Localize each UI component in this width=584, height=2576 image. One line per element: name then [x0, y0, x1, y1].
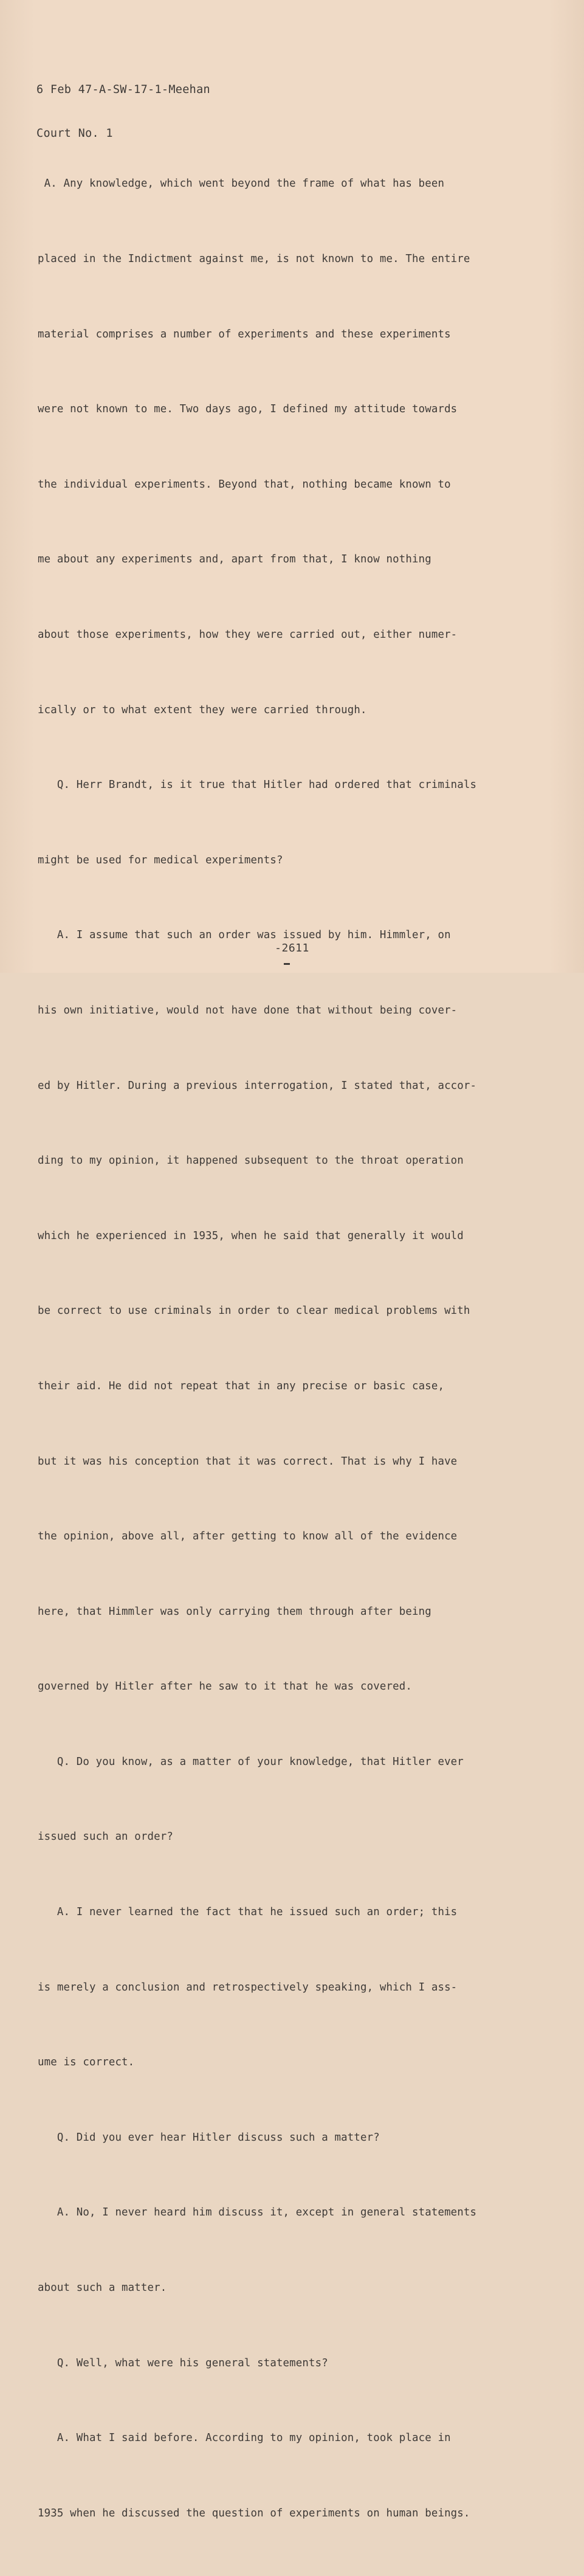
transcript-line: is merely a conclusion and retrospectively speaking, which I ass-: [38, 1981, 458, 1994]
transcript-line: governed by Hitler after he saw to it that he was covered.: [38, 1680, 412, 1693]
transcript-line: A. What I said before. According to my opinion, took place in: [38, 2432, 451, 2445]
transcript-line: ume is correct.: [38, 2056, 135, 2069]
transcript-body: [38, 122, 543, 2576]
transcript-line: might be used for medical experiments?: [38, 854, 283, 866]
transcript-line: A. I assume that such an order was issued by him. Himmler, on: [38, 929, 451, 942]
transcript-line: about those experiments, how they were carried out, either numer-: [38, 628, 458, 641]
transcript-line: but it was his conception that it was correct. That is why I have: [38, 1455, 458, 1468]
transcript-line: were not known to me. Two days ago, I defined my attitude towards: [38, 403, 458, 416]
transcript-line: A. I never learned the fact that he issued such an order; this: [38, 1906, 458, 1919]
transcript-line: the opinion, above all, after getting to know all of the evidence: [38, 1530, 458, 1543]
transcript-line: the individual experiments. Beyond that, nothing became known to: [38, 478, 451, 491]
footer-rule: [284, 963, 290, 965]
header-reference: 6 Feb 47-A-SW-17-1-Meehan: [36, 83, 210, 96]
transcript-line: ding to my opinion, it happened subsequent to the throat operation: [38, 1155, 464, 1167]
transcript-line: about such a matter.: [38, 2282, 167, 2295]
transcript-line: 1935 when he discussed the question of experiments on human beings.: [38, 2507, 470, 2519]
transcript-line: be correct to use criminals in order to clear medical problems with: [38, 1305, 470, 1317]
header-court: Court No. 1: [36, 127, 113, 140]
transcript-line: Q. Herr Brandt, is it true that Hitler had ordered that criminals: [38, 779, 477, 792]
transcript-line: me about any experiments and, apart from that, I know nothing: [38, 553, 431, 566]
transcript-line: Q. Do you know, as a matter of your knowledge, that Hitler ever: [38, 1755, 464, 1768]
transcript-line: which he experienced in 1935, when he said that generally it would: [38, 1229, 464, 1242]
transcript-line: A. No, I never heard him discuss it, except in general statements: [38, 2206, 477, 2219]
transcript-line: their aid. He did not repeat that in any precise or basic case,: [38, 1380, 445, 1392]
transcript-line: ed by Hitler. During a previous interrogation, I stated that, accor-: [38, 1079, 477, 1092]
transcript-line: his own initiative, would not have done that without being cover-: [38, 1004, 458, 1017]
transcript-line: material comprises a number of experiments and these experiments: [38, 328, 451, 340]
transcript-line: Q. Did you ever hear Hitler discuss such a matter?: [38, 2131, 380, 2144]
page-number: -2611: [275, 942, 309, 955]
transcript-line: issued such an order?: [38, 1831, 174, 1843]
transcript-line: here, that Himmler was only carrying them through after being: [38, 1605, 431, 1618]
transcript-line: A. Any knowledge, which went beyond the frame of what has been: [38, 178, 445, 190]
transcript-line: ically or to what extent they were carried through.: [38, 703, 367, 716]
transcript-line: Q. Well, what were his general statements?: [38, 2357, 328, 2369]
transcript-line: placed in the Indictment against me, is not known to me. The entire: [38, 253, 470, 265]
